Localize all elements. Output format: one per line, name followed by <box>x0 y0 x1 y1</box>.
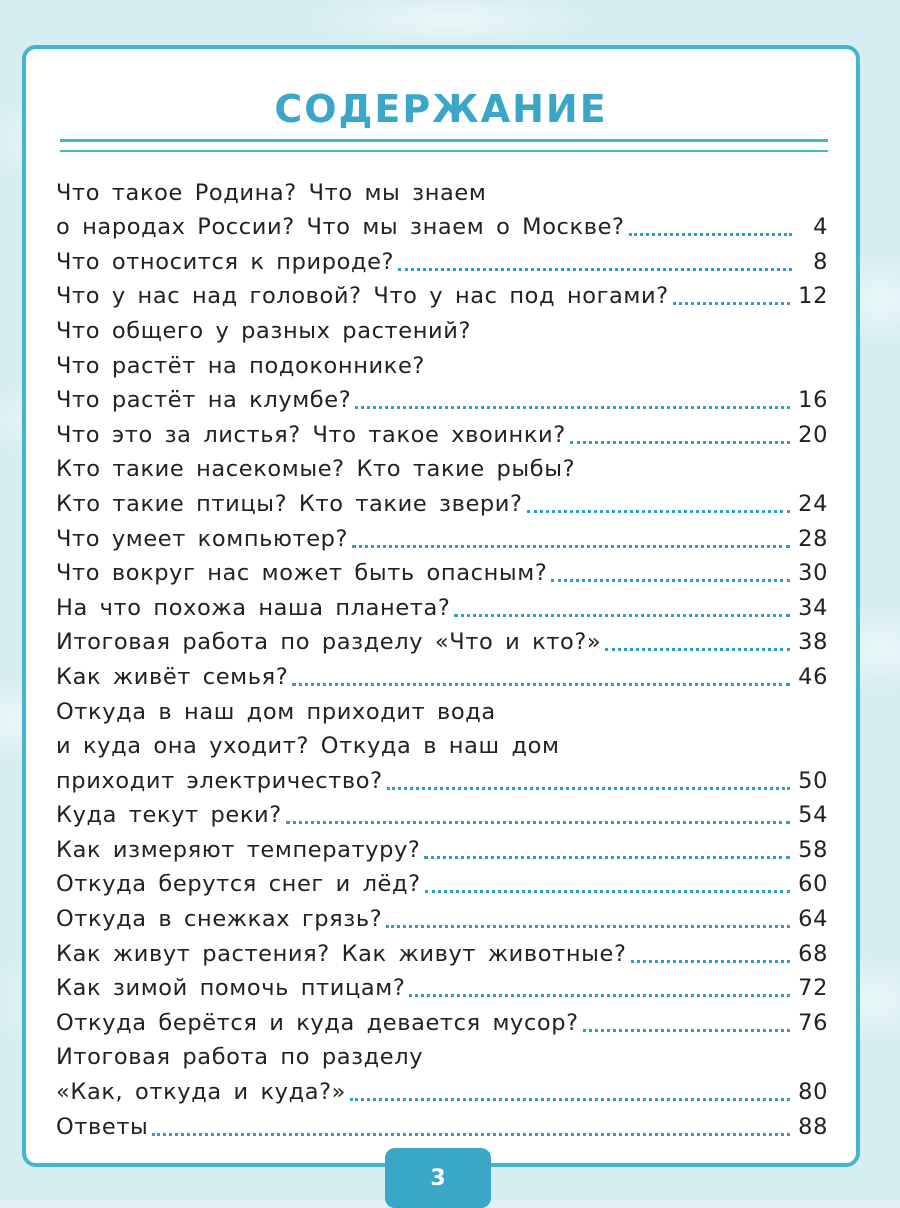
toc-entry-page: 80 <box>798 1079 828 1106</box>
toc-entry-title: Как живут растения? Как живут животные? <box>56 940 627 967</box>
toc-entry-page: 50 <box>798 767 828 794</box>
toc-entry-title: Как измеряют температуру? <box>56 836 421 863</box>
toc-entry[interactable] <box>56 554 828 589</box>
toc-entry-title: Итоговая работа по разделу <box>56 1044 424 1071</box>
toc-entry-title: На что похожа наша планета? <box>56 594 451 621</box>
toc-entry-title: Что растёт на подоконнике? <box>56 352 425 379</box>
toc-entry[interactable] <box>56 692 828 727</box>
toc-entry-title: Что растёт на клумбе? <box>56 387 352 414</box>
dot-leader <box>398 268 792 271</box>
dot-leader <box>454 614 790 617</box>
toc-entry-title: Кто такие насекомые? Кто такие рыбы? <box>56 456 576 483</box>
toc-entry[interactable] <box>56 311 828 346</box>
page-title: СОДЕРЖАНИЕ <box>274 87 608 131</box>
toc-entry-title: Что общего у разных растений? <box>56 317 471 344</box>
toc-entry[interactable] <box>56 865 828 900</box>
toc-entry[interactable] <box>56 519 828 554</box>
dot-leader <box>631 960 791 963</box>
contents-panel <box>22 45 860 1167</box>
toc-entry[interactable] <box>56 899 828 934</box>
toc-entry-page: 4 <box>813 214 828 241</box>
toc-entry[interactable] <box>56 208 828 243</box>
toc-entry[interactable] <box>56 727 828 762</box>
toc-entry-page: 72 <box>798 975 828 1002</box>
dot-leader <box>605 648 790 651</box>
toc-entry-page: 24 <box>798 490 828 517</box>
toc-entry-page: 58 <box>798 836 828 863</box>
toc-entry-page: 12 <box>798 283 828 310</box>
toc-entry-title: Откуда в снежках грязь? <box>56 906 383 933</box>
toc-entry-title: и куда она уходит? Откуда в наш дом <box>56 733 560 760</box>
page-number-tab <box>385 1148 491 1208</box>
dot-leader <box>570 441 790 444</box>
dot-leader <box>152 1133 790 1136</box>
toc-entry[interactable] <box>56 381 828 416</box>
toc-entry-title: Откуда берутся снег и лёд? <box>56 871 421 898</box>
toc-entry[interactable] <box>56 277 828 312</box>
toc-entry-page: 8 <box>813 248 828 275</box>
dot-leader <box>386 925 790 928</box>
page-number: 3 <box>430 1166 446 1191</box>
toc-entry[interactable] <box>56 657 828 692</box>
toc-entry-title: Итоговая работа по разделу «Что и кто?» <box>56 629 602 656</box>
toc-entry-page: 20 <box>798 421 828 448</box>
toc-entry-title: о народах России? Что мы знаем о Москве? <box>56 214 625 241</box>
toc-entry-title: Что такое Родина? Что мы знаем <box>56 179 487 206</box>
dot-leader <box>527 510 791 513</box>
dot-leader <box>355 406 790 409</box>
toc-entry-page: 34 <box>798 594 828 621</box>
toc-entry[interactable] <box>56 242 828 277</box>
toc-entry[interactable] <box>56 415 828 450</box>
toc-entry-page: 88 <box>798 1113 828 1140</box>
toc-entry[interactable] <box>56 1107 828 1142</box>
toc-entry[interactable] <box>56 450 828 485</box>
toc-entry-title: Что у нас над головой? Что у нас под ногами? <box>56 283 669 310</box>
toc-entry-page: 76 <box>798 1009 828 1036</box>
toc-entry-page: 64 <box>798 906 828 933</box>
toc-entry-title: Как зимой помочь птицам? <box>56 975 406 1002</box>
toc-entry-title: Куда текут реки? <box>56 802 282 829</box>
dot-leader <box>629 233 792 236</box>
toc-entry[interactable] <box>56 173 828 208</box>
toc-entry-title: приходит электричество? <box>56 767 383 794</box>
toc-entry-title: Что вокруг нас может быть опасным? <box>56 560 548 587</box>
toc-entry-page: 16 <box>798 387 828 414</box>
toc-entry-title: «Как, откуда и куда?» <box>56 1079 347 1106</box>
title-underline <box>60 139 828 152</box>
toc-entry[interactable] <box>56 1038 828 1073</box>
dot-leader <box>424 856 790 859</box>
dot-leader <box>425 890 790 893</box>
dot-leader <box>350 1098 790 1101</box>
toc-entry-page: 38 <box>798 629 828 656</box>
dot-leader <box>352 545 790 548</box>
dot-leader <box>583 1029 790 1032</box>
toc-entry-title: Что умеет компьютер? <box>56 525 349 552</box>
toc-entry[interactable] <box>56 761 828 796</box>
toc-entry-title: Кто такие птицы? Кто такие звери? <box>56 490 523 517</box>
toc-entry-page: 30 <box>798 560 828 587</box>
toc-entry-page: 28 <box>798 525 828 552</box>
dot-leader <box>673 302 790 305</box>
toc-entry[interactable] <box>56 934 828 969</box>
toc-entry[interactable] <box>56 969 828 1004</box>
dot-leader <box>387 787 790 790</box>
toc-entry[interactable] <box>56 1003 828 1038</box>
toc-entry[interactable] <box>56 588 828 623</box>
toc-entry[interactable] <box>56 346 828 381</box>
toc-entry-title: Откуда в наш дом приходит вода <box>56 698 496 725</box>
toc-entry[interactable] <box>56 1072 828 1107</box>
toc-entry-title: Откуда берётся и куда девается мусор? <box>56 1009 579 1036</box>
toc-entry[interactable] <box>56 830 828 865</box>
toc-entry-page: 68 <box>798 940 828 967</box>
toc-entry-title: Что это за листья? Что такое хвоинки? <box>56 421 566 448</box>
toc-entry-title: Как живёт семья? <box>56 663 289 690</box>
table-of-contents <box>56 173 828 1142</box>
toc-entry[interactable] <box>56 484 828 519</box>
toc-entry[interactable] <box>56 796 828 831</box>
toc-entry[interactable] <box>56 623 828 658</box>
toc-entry-page: 46 <box>798 663 828 690</box>
toc-entry-title: Ответы <box>56 1113 149 1140</box>
toc-entry-page: 60 <box>798 871 828 898</box>
dot-leader <box>286 821 790 824</box>
toc-entry-title: Что относится к природе? <box>56 248 395 275</box>
dot-leader <box>292 683 790 686</box>
toc-entry-page: 54 <box>798 802 828 829</box>
dot-leader <box>409 994 790 997</box>
dot-leader <box>551 579 790 582</box>
